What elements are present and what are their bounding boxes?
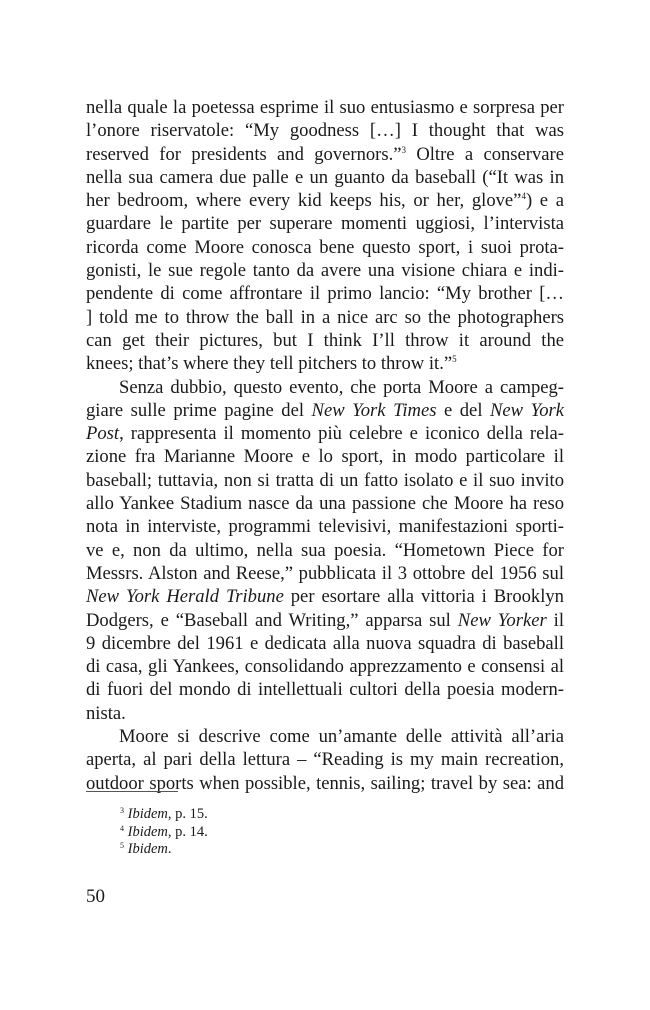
text-line: her bedroom, where every kid keeps his, or her, glove”$^4$) e a (86, 190, 564, 212)
text-line: guardare le partite per superare momenti uggiosi, l’intervista (86, 213, 564, 235)
footnote-ref[interactable]: 5 (452, 354, 457, 365)
footnote (120, 806, 420, 824)
italic-title: Post (86, 423, 120, 445)
text-line: baseball; tuttavia, non si tratta di un fatto isolato e il suo invito (86, 469, 564, 491)
text-line: nella sua camera due palle e un guanto da baseball (“It was in (86, 166, 564, 188)
body-text (86, 96, 564, 795)
text-line: Dodgers, e “Baseball and Writing,” apparsa sul New Yorker il (86, 609, 564, 631)
text-line: zione fra Marianne Moore e lo sport, in modo particolare il (86, 446, 564, 468)
italic-title: New York (490, 399, 565, 421)
footnote-source: Ibidem (127, 823, 168, 840)
page-number: 50 (86, 886, 105, 907)
text-line: nota in interviste, programmi televisivi, manifestazioni sporti- (86, 516, 564, 538)
text-line: nista. (86, 702, 126, 724)
text-line: knees; that’s where they tell pitchers to throw it.”$^5$ (86, 353, 457, 375)
footnote-source: Ibidem (127, 806, 168, 822)
text-line: ] told me to throw the ball in a nice arc so the photographers (86, 306, 564, 328)
text-line: ve e, non da ultimo, nella sua poesia. “Hometown Piece for (86, 539, 564, 561)
text-line: reserved for presidents and governors.”$^3$ Oltre a conservare (86, 143, 564, 165)
footnote-page: , p. 14. (167, 823, 208, 840)
text-line: aperta, al pari della lettura – “Reading is my main recreation, (86, 749, 564, 771)
text-line: gonisti, le sue regole tanto da avere una visione chiara e indi- (86, 260, 564, 282)
italic-title: New York Herald Tribune (86, 586, 284, 608)
footnotes (120, 806, 420, 859)
text-line: can get their pictures, but I think I’ll throw it around the (86, 329, 564, 351)
text-line: di casa, gli Yankees, consolidando apprezzamento e consensi al (86, 656, 564, 678)
text-line: pendente di come affrontare il primo lancio: “My brother [… (86, 283, 564, 305)
text-line: l’onore riservatole: “My goodness […] I thought that was (86, 120, 564, 142)
text-line: ricorda come Moore conosca bene questo sport, i suoi prota- (86, 236, 564, 258)
text-line: 9 dicembre del 1961 e dedicata alla nuova squadra di baseball (86, 632, 564, 654)
footnote-ref[interactable]: 4 (521, 191, 526, 202)
text-line: Post, rappresenta il momento più celebre e iconico della rela- (86, 423, 564, 445)
text-line: New York Herald Tribune per esortare alla vittoria i Brooklyn (86, 586, 564, 608)
footnote-number: 3 (120, 806, 124, 815)
text-line: allo Yankee Stadium nasce da una passione che Moore ha reso (86, 493, 564, 515)
footnote (120, 824, 420, 842)
text-line: outdoor sports when possible, tennis, sailing; travel by sea: and (86, 772, 564, 794)
text-line: Senza dubbio, questo evento, che porta Moore a campeg- (119, 376, 564, 398)
footnote-ref[interactable]: 3 (401, 144, 406, 155)
italic-title: New York Times (311, 399, 437, 421)
italic-title: New Yorker (457, 609, 547, 631)
footnote (120, 841, 420, 859)
footnote-separator (86, 791, 178, 792)
footnote-page: . (167, 841, 172, 858)
text-line: di fuori del mondo di intellettuali cultori della poesia modern- (86, 679, 564, 701)
footnote-page: , p. 15. (167, 806, 208, 822)
footnote-number: 5 (120, 841, 124, 851)
footnote-source: Ibidem (127, 841, 168, 858)
text-line: Messrs. Alston and Reese,” pubblicata il 3 ottobre del 1956 sul (86, 562, 564, 584)
text-line: Moore si descrive come un’amante delle attività all’aria (119, 726, 564, 748)
text-line: giare sulle prime pagine del New York Times e del New York (86, 399, 565, 421)
text-line: nella quale la poetessa esprime il suo entusiasmo e sorpresa per (86, 97, 564, 118)
footnote-number: 4 (120, 823, 124, 833)
